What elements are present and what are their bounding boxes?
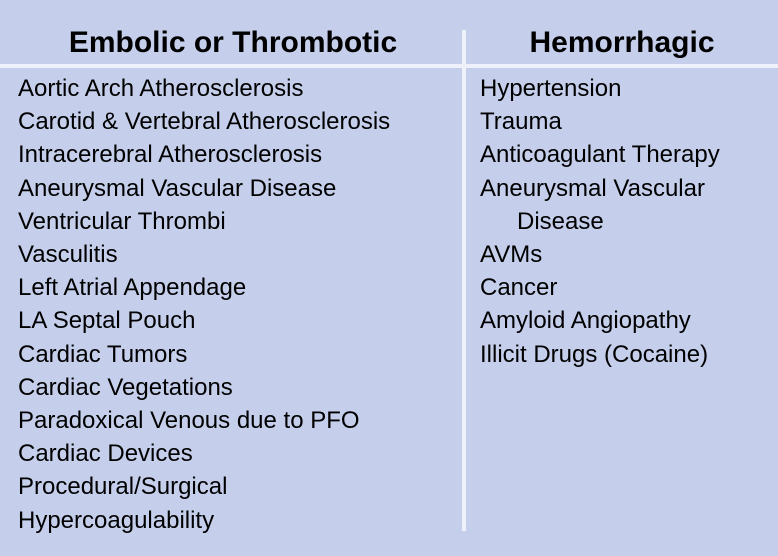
header-divider <box>0 64 778 68</box>
list-item: Vasculitis <box>18 241 118 269</box>
list-item: Illicit Drugs (Cocaine) <box>480 340 709 368</box>
list-item: Anticoagulant Therapy <box>480 141 720 169</box>
header-hemorrhagic: Hemorrhagic <box>529 26 715 59</box>
list-item: Aortic Arch Atherosclerosis <box>18 75 304 102</box>
list-item: Intracerebral Atherosclerosis <box>18 141 323 169</box>
hemorrhagic-list <box>480 72 772 371</box>
list-item: Procedural/Surgical <box>18 473 228 501</box>
list-item: Carotid & Vertebral Atherosclerosis <box>18 108 391 136</box>
list-item: Cancer <box>480 274 558 302</box>
list-item: Left Atrial Appendage <box>18 274 247 302</box>
list-item: Hypertension <box>480 75 622 102</box>
list-item: Paradoxical Venous due to PFO <box>18 407 360 435</box>
list-item: Cardiac Devices <box>18 440 193 468</box>
list-item-continuation: Disease <box>517 207 604 235</box>
list-item: Cardiac Tumors <box>18 340 188 368</box>
list-item: AVMs <box>480 241 543 269</box>
list-item: LA Septal Pouch <box>18 307 196 335</box>
embolic-thrombotic-list <box>18 72 458 537</box>
list-item: Trauma <box>480 108 562 136</box>
header-embolic-thrombotic: Embolic or Thrombotic <box>68 26 398 59</box>
list-item: Cardiac Vegetations <box>18 373 233 401</box>
list-item: Hypercoagulability <box>18 506 215 534</box>
list-item: Ventricular Thrombi <box>18 207 226 235</box>
list-item: Amyloid Angiopathy <box>480 307 691 335</box>
list-item-line: Aneurysmal Vascular <box>480 174 705 202</box>
list-item: Aneurysmal Vascular Disease <box>18 174 337 202</box>
column-divider <box>462 30 466 531</box>
list-item-multiline <box>480 172 772 238</box>
